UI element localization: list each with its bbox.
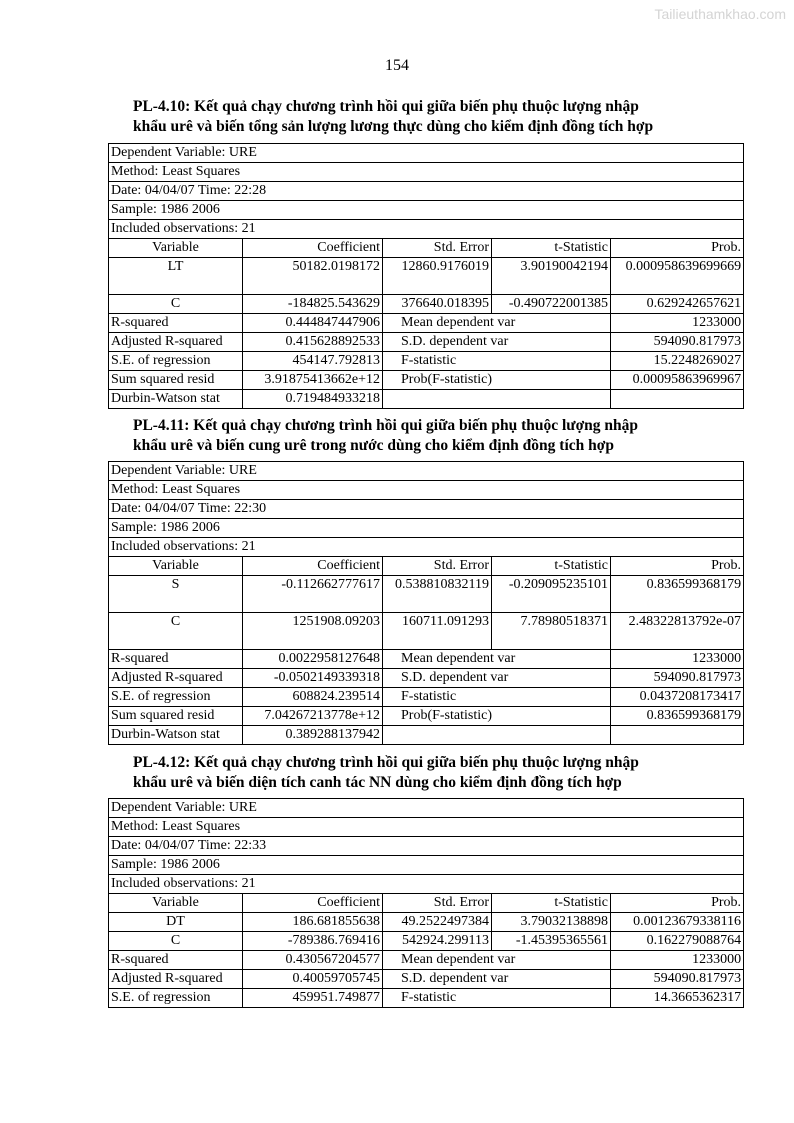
dependent-variable: Dependent Variable: URE xyxy=(109,144,744,163)
stat-value: 0.444847447906 xyxy=(243,314,383,333)
stat-label-right: Mean dependent var xyxy=(383,650,611,669)
stat-label-right: Mean dependent var xyxy=(383,951,611,970)
stat-row xyxy=(109,352,744,371)
stat-row xyxy=(109,333,744,352)
header-coefficient: Coefficient xyxy=(243,239,383,258)
stat-value: 3.91875413662e+12 xyxy=(243,371,383,390)
stat-value-right: 0.00095863969967 xyxy=(611,371,744,390)
cell-variable: C xyxy=(109,932,243,951)
table-row xyxy=(109,932,744,951)
date-time: Date: 04/04/07 Time: 22:30 xyxy=(109,500,744,519)
regression-table-pl-4-11 xyxy=(108,461,744,745)
cell-coefficient: 50182.0198172 xyxy=(243,258,383,295)
stat-value-right: 15.2248269027 xyxy=(611,352,744,371)
cell-prob: 2.48322813792e-07 xyxy=(611,613,744,650)
stat-value: 0.430567204577 xyxy=(243,951,383,970)
header-t-statistic: t-Statistic xyxy=(492,239,611,258)
stat-value: 0.389288137942 xyxy=(243,726,383,745)
cell-std-error: 542924.299113 xyxy=(383,932,492,951)
header-variable: Variable xyxy=(109,894,243,913)
stat-row xyxy=(109,669,744,688)
header-variable: Variable xyxy=(109,557,243,576)
cell-prob: 0.629242657621 xyxy=(611,295,744,314)
stat-label: Sum squared resid xyxy=(109,707,243,726)
title-line: khẩu urê và biến cung urê trong nước dùng cho kiểm định đồng tích hợp xyxy=(133,437,614,454)
page-number: 154 xyxy=(385,57,409,74)
section-title-pl-4-11 xyxy=(133,416,733,456)
stat-label: Adjusted R-squared xyxy=(109,333,243,352)
stat-label-right: S.D. dependent var xyxy=(383,970,611,989)
stat-label: Adjusted R-squared xyxy=(109,970,243,989)
cell-std-error: 0.538810832119 xyxy=(383,576,492,613)
stat-label-right: Prob(F-statistic) xyxy=(383,707,611,726)
dependent-variable: Dependent Variable: URE xyxy=(109,462,744,481)
regression-table-pl-4-12 xyxy=(108,798,744,1008)
cell-prob: 0.000958639699669 xyxy=(611,258,744,295)
stat-row xyxy=(109,707,744,726)
cell-t-statistic: -0.209095235101 xyxy=(492,576,611,613)
stat-label-right: Prob(F-statistic) xyxy=(383,371,611,390)
header-t-statistic: t-Statistic xyxy=(492,557,611,576)
stat-label-right: F-statistic xyxy=(383,352,611,371)
cell-std-error: 160711.091293 xyxy=(383,613,492,650)
stat-label: S.E. of regression xyxy=(109,989,243,1008)
stat-value-right: 594090.817973 xyxy=(611,970,744,989)
stat-label-right: S.D. dependent var xyxy=(383,669,611,688)
stat-label-right: Mean dependent var xyxy=(383,314,611,333)
cell-std-error: 49.2522497384 xyxy=(383,913,492,932)
date-time: Date: 04/04/07 Time: 22:28 xyxy=(109,182,744,201)
cell-variable: LT xyxy=(109,258,243,295)
stat-value-right: 0.0437208173417 xyxy=(611,688,744,707)
cell-std-error: 376640.018395 xyxy=(383,295,492,314)
table-row xyxy=(109,913,744,932)
included-observations: Included observations: 21 xyxy=(109,220,744,239)
header-std-error: Std. Error xyxy=(383,557,492,576)
stat-value-right: 594090.817973 xyxy=(611,669,744,688)
cell-coefficient: 1251908.09203 xyxy=(243,613,383,650)
stat-row xyxy=(109,688,744,707)
cell-t-statistic: 3.79032138898 xyxy=(492,913,611,932)
cell-variable: C xyxy=(109,295,243,314)
sample: Sample: 1986 2006 xyxy=(109,519,744,538)
stat-value-right xyxy=(611,390,744,409)
stat-label: Durbin-Watson stat xyxy=(109,390,243,409)
dependent-variable: Dependent Variable: URE xyxy=(109,799,744,818)
stat-value: 0.719484933218 xyxy=(243,390,383,409)
cell-t-statistic: -1.45395365561 xyxy=(492,932,611,951)
header-prob: Prob. xyxy=(611,557,744,576)
table-row xyxy=(109,613,744,650)
stat-label-right: S.D. dependent var xyxy=(383,333,611,352)
stat-value-right: 1233000 xyxy=(611,650,744,669)
title-line: khẩu urê và biến tổng sản lượng lương thực dùng cho kiểm định đồng tích hợp xyxy=(133,118,654,135)
cell-prob: 0.162279088764 xyxy=(611,932,744,951)
stat-value: 0.40059705745 xyxy=(243,970,383,989)
method: Method: Least Squares xyxy=(109,818,744,837)
cell-variable: C xyxy=(109,613,243,650)
table-row xyxy=(109,295,744,314)
table-row xyxy=(109,576,744,613)
stat-value-right xyxy=(611,726,744,745)
cell-t-statistic: 3.90190042194 xyxy=(492,258,611,295)
stat-row xyxy=(109,314,744,333)
stat-label: Sum squared resid xyxy=(109,371,243,390)
method: Method: Least Squares xyxy=(109,163,744,182)
stat-value: 454147.792813 xyxy=(243,352,383,371)
table-row xyxy=(109,258,744,295)
stat-row xyxy=(109,371,744,390)
cell-std-error: 12860.9176019 xyxy=(383,258,492,295)
stat-label: S.E. of regression xyxy=(109,352,243,371)
stat-value: -0.0502149339318 xyxy=(243,669,383,688)
header-prob: Prob. xyxy=(611,239,744,258)
stat-label-right: F-statistic xyxy=(383,989,611,1008)
stat-label-right: F-statistic xyxy=(383,688,611,707)
stat-value-right: 0.836599368179 xyxy=(611,707,744,726)
stat-row xyxy=(109,390,744,409)
stat-row xyxy=(109,726,744,745)
stat-label: Durbin-Watson stat xyxy=(109,726,243,745)
stat-value: 608824.239514 xyxy=(243,688,383,707)
header-variable: Variable xyxy=(109,239,243,258)
header-coefficient: Coefficient xyxy=(243,894,383,913)
watermark: Tailieuthamkhao.com xyxy=(654,6,786,22)
title-line: PL-4.11: Kết quả chạy chương trình hồi qui giữa biến phụ thuộc lượng nhập xyxy=(133,417,639,434)
stat-value-right: 1233000 xyxy=(611,951,744,970)
included-observations: Included observations: 21 xyxy=(109,538,744,557)
cell-t-statistic: -0.490722001385 xyxy=(492,295,611,314)
stat-row xyxy=(109,650,744,669)
header-std-error: Std. Error xyxy=(383,894,492,913)
title-line: khẩu urê và biến diện tích canh tác NN dùng cho kiểm định đồng tích hợp xyxy=(133,774,622,791)
stat-value: 0.415628892533 xyxy=(243,333,383,352)
stat-value: 0.0022958127648 xyxy=(243,650,383,669)
stat-label-right xyxy=(383,390,611,409)
regression-table-pl-4-10 xyxy=(108,143,744,409)
stat-row xyxy=(109,970,744,989)
stat-value: 459951.749877 xyxy=(243,989,383,1008)
cell-prob: 0.836599368179 xyxy=(611,576,744,613)
stat-label: R-squared xyxy=(109,314,243,333)
section-title-pl-4-12 xyxy=(133,753,733,793)
date-time: Date: 04/04/07 Time: 22:33 xyxy=(109,837,744,856)
cell-coefficient: 186.681855638 xyxy=(243,913,383,932)
stat-value-right: 594090.817973 xyxy=(611,333,744,352)
stat-row xyxy=(109,951,744,970)
method: Method: Least Squares xyxy=(109,481,744,500)
header-t-statistic: t-Statistic xyxy=(492,894,611,913)
title-line: PL-4.12: Kết quả chạy chương trình hồi qui giữa biến phụ thuộc lượng nhập xyxy=(133,754,639,771)
sample: Sample: 1986 2006 xyxy=(109,201,744,220)
cell-coefficient: -789386.769416 xyxy=(243,932,383,951)
header-prob: Prob. xyxy=(611,894,744,913)
cell-variable: S xyxy=(109,576,243,613)
stat-label: S.E. of regression xyxy=(109,688,243,707)
stat-label-right xyxy=(383,726,611,745)
sample: Sample: 1986 2006 xyxy=(109,856,744,875)
cell-prob: 0.00123679338116 xyxy=(611,913,744,932)
header-std-error: Std. Error xyxy=(383,239,492,258)
stat-label: R-squared xyxy=(109,650,243,669)
stat-label: Adjusted R-squared xyxy=(109,669,243,688)
stat-value-right: 1233000 xyxy=(611,314,744,333)
included-observations: Included observations: 21 xyxy=(109,875,744,894)
header-coefficient: Coefficient xyxy=(243,557,383,576)
cell-coefficient: -0.112662777617 xyxy=(243,576,383,613)
header-row xyxy=(109,239,744,258)
cell-variable: DT xyxy=(109,913,243,932)
cell-coefficient: -184825.543629 xyxy=(243,295,383,314)
header-row xyxy=(109,557,744,576)
cell-t-statistic: 7.78980518371 xyxy=(492,613,611,650)
section-title-pl-4-10 xyxy=(133,97,733,137)
stat-value-right: 14.3665362317 xyxy=(611,989,744,1008)
title-line: PL-4.10: Kết quả chạy chương trình hồi qui giữa biến phụ thuộc lượng nhập xyxy=(133,98,639,115)
stat-label: R-squared xyxy=(109,951,243,970)
stat-row xyxy=(109,989,744,1008)
stat-value: 7.04267213778e+12 xyxy=(243,707,383,726)
header-row xyxy=(109,894,744,913)
